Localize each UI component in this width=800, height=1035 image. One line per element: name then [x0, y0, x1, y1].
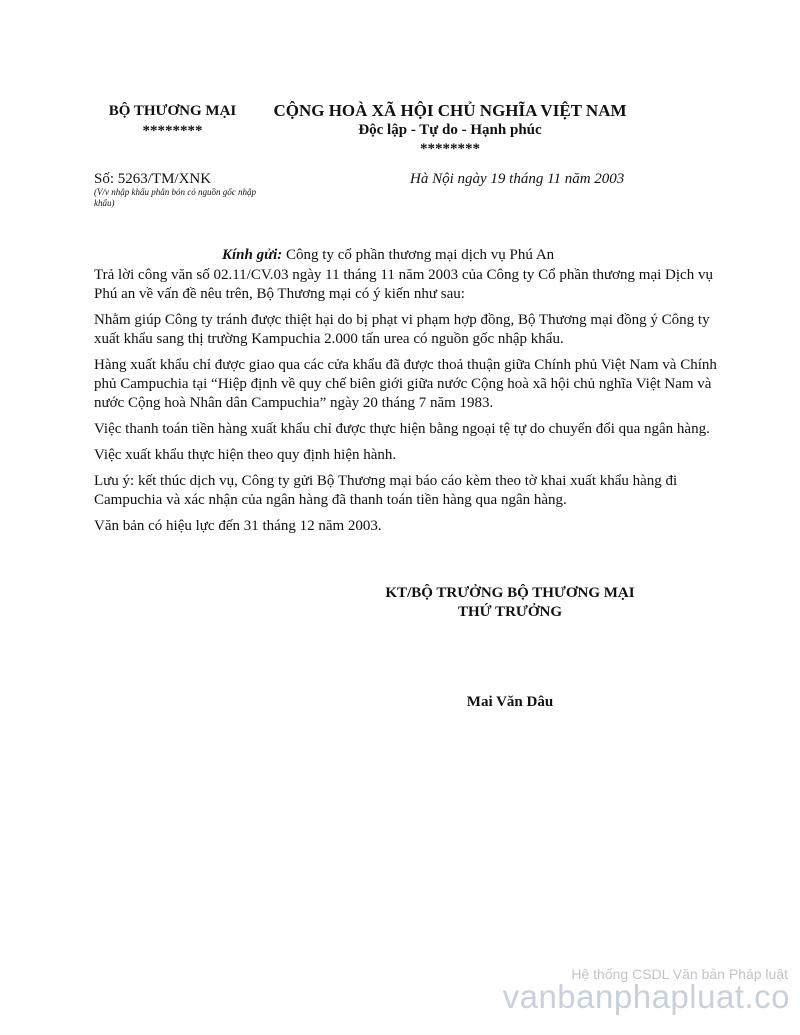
document-date: Hà Nội ngày 19 tháng 11 năm 2003 [410, 171, 625, 187]
body-paragraph: Trả lời công văn số 02.11/CV.03 ngày 11 tháng 11 năm 2003 của Công ty Cổ phần thương mại Dịch vụ Phú an về vấn đề nêu trên, Bộ Thương mại có ý kiến như sau: [94, 267, 713, 302]
body-paragraph: Nhằm giúp Công ty tránh được thiệt hại do bị phạt vi phạm hợp đồng, Bộ Thương mại đồng ý Công ty xuất khẩu sang thị trường Kampuchia 2.000 tấn urea có nguồn gốc nhập khẩu. [94, 312, 710, 347]
watermark-site: vanbanphapluat.co [502, 978, 790, 1015]
motto-stars: ******** [420, 141, 480, 157]
watermark-caption: Hệ thống CSDL Văn bản Pháp luật [571, 966, 788, 982]
ministry-stars: ******** [142, 123, 203, 139]
document-subject: (V/v nhập khẩu phân bón có nguồn gốc nhập khẩu) [94, 187, 256, 208]
body-paragraph: Việc thanh toán tiền hàng xuất khẩu chỉ được thực hiện bằng ngoại tệ tự do chuyển đổi qua ngân hàng. [94, 421, 710, 437]
signature-block [340, 584, 680, 622]
body-paragraph: Lưu ý: kết thúc dịch vụ, Công ty gửi Bộ Thương mại báo cáo kèm theo tờ khai xuất khẩu hàng đi Campuchia và xác nhận của ngân hàng đã thanh toán tiền hàng qua ngân hàng. [94, 473, 678, 508]
document-number: Số: 5263/TM/XNK [94, 171, 212, 187]
recipient-name: Công ty cổ phần thương mại dịch vụ Phú An [286, 247, 555, 263]
national-motto: Độc lập - Tự do - Hạnh phúc [358, 122, 542, 138]
ministry-header [80, 101, 265, 141]
recipient-line [222, 245, 554, 265]
national-header [260, 101, 640, 159]
body-paragraph: Việc xuất khẩu thực hiện theo quy định hiện hành. [94, 447, 397, 463]
signature-title: KT/BỘ TRƯỞNG BỘ THƯƠNG MẠI [385, 585, 635, 601]
republic-title: CỘNG HOÀ XÃ HỘI CHỦ NGHĨA VIỆT NAM [273, 101, 627, 120]
signer-name: Mai Văn Dâu [466, 694, 554, 710]
body-paragraph: Hàng xuất khẩu chỉ được giao qua các cửa khẩu đã được thoả thuận giữa Chính phủ Việt Nam và Chính phủ Campuchia tại “Hiệp định về quy chế biên giới giữa nước Cộng hoà xã hội chủ nghĩa Việt Nam và nước Cộng hoà Nhân dân Campuchia” ngày 20 tháng 7 năm 1983. [94, 357, 717, 411]
body-paragraph: Văn bản có hiệu lực đến 31 tháng 12 năm 2003. [94, 518, 382, 534]
ministry-name: BỘ THƯƠNG MẠI [108, 103, 237, 119]
recipient-label: Kính gửi: [222, 247, 283, 263]
signature-position: THỨ TRƯỞNG [457, 604, 563, 620]
document-body [94, 266, 734, 543]
